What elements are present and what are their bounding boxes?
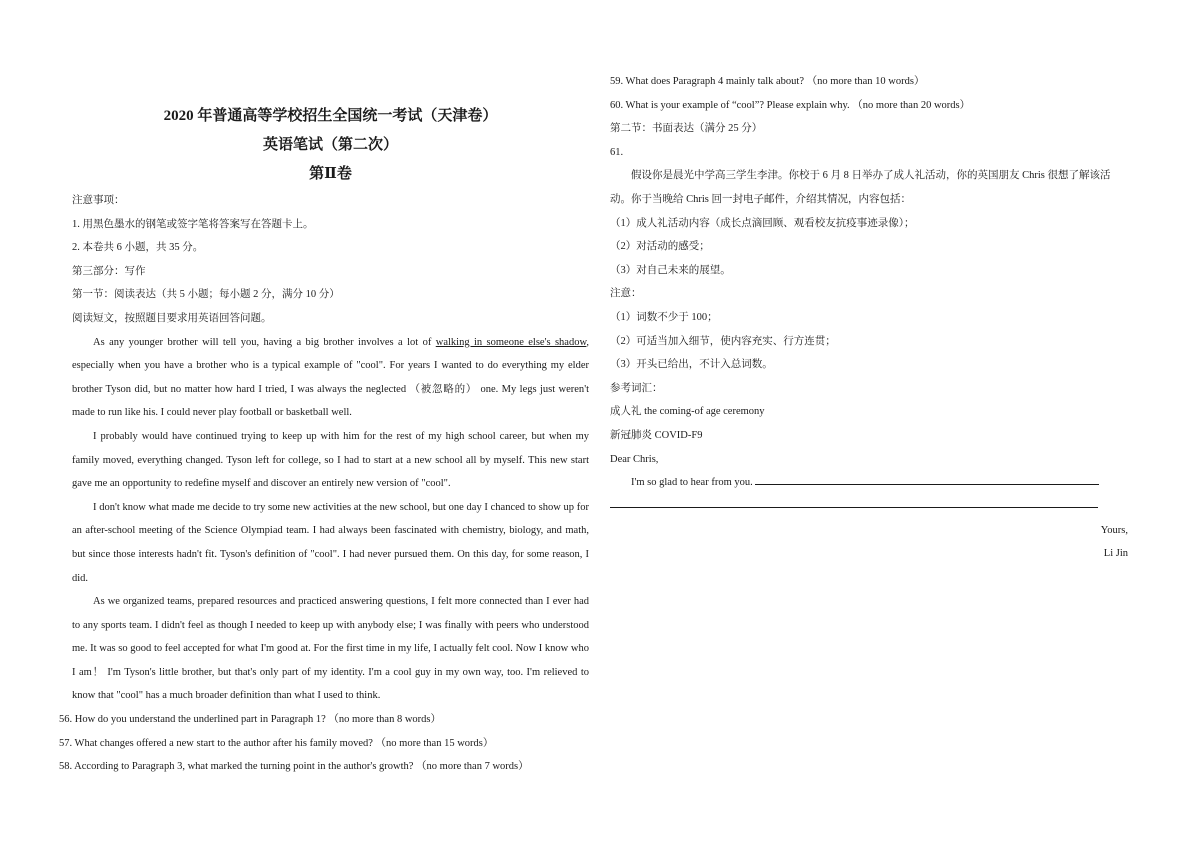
passage-paragraph-2: I probably would have continued trying to keep up with him for the rest of my high school career, but when my family moved, everything changed. Tyson left for college, so I had to start at a new school all by myself. This new start gave me an opportunity to redefine myself and discover an entirely new version of "cool". [72, 430, 589, 490]
volume-title: 第Ⅱ卷 [309, 166, 352, 182]
passage-text: As any younger brother will tell you, having a big brother involves a lot of [93, 336, 436, 348]
letter-greeting: Dear Chris, [610, 453, 659, 465]
prompt-point: （1）成人礼活动内容（成长点滴回顾、观看校友抗疫事迹录像）； [610, 217, 915, 229]
section-heading: 第一节：阅读表达（共 5 小题；每小题 2 分，满分 10 分） [72, 289, 340, 301]
part-heading: 第三部分：写作 [72, 265, 146, 277]
writing-prompt: 假设你是晨光中学高三学生李津。你校于 6 月 8 日举办了成人礼活动，你的英国朋友 Chris 很想了解该活动。你于当晚给 Chris 回一封电子邮件，介绍其情况，内容包括： [610, 170, 1111, 205]
vocab-heading: 参考词汇： [610, 382, 663, 394]
answer-blank [610, 495, 1098, 508]
question-59: 59. What does Paragraph 4 mainly talk about? （no more than 10 words） [610, 76, 925, 87]
vocab-item: 成人礼 the coming-of age ceremony [610, 406, 765, 418]
note-item: （1）词数不少于 100； [610, 311, 718, 323]
reading-instruction: 阅读短文，按照题目要求用英语回答问题。 [72, 312, 272, 324]
question-60: 60. What is your example of “cool”? Please explain why. （no more than 20 words） [610, 99, 971, 111]
letter-closing: Yours, [1100, 524, 1128, 536]
prompt-point: （2）对活动的感受； [610, 241, 710, 253]
note-item: （3）开头已给出，不计入总词数。 [610, 359, 773, 371]
letter-opening-line [610, 471, 1130, 495]
notice-item: 1. 用黑色墨水的钢笔或签字笔将答案写在答题卡上。 [72, 218, 314, 230]
answer-blank [755, 483, 1099, 485]
left-column [59, 100, 589, 779]
exam-subtitle: 英语笔试（第二次） [262, 137, 398, 153]
question-57: 57. What changes offered a new start to the author after his family moved? （no more than 15 words） [59, 737, 494, 749]
passage-paragraph-3: I don't know what made me decide to try some new activities at the new school, but one day I chanced to show up for an after-school meeting of the Science Olympiad team. I had always been fascinated with chemistry, biology, and math, but since those interests hadn't fit. Tyson's definition of "cool". I had never pursued them. On this day, for some reason, I did. [72, 501, 589, 584]
question-61-number: 61. [610, 146, 624, 158]
question-58: 58. According to Paragraph 3, what marked the turning point in the author's growth? （no more than 7 words） [59, 761, 529, 773]
exam-title: 2020 年普通高等学校招生全国统一考试（天津卷） [163, 108, 498, 124]
section-heading: 第二节：书面表达（满分 25 分） [610, 123, 763, 135]
passage-paragraph-1 [72, 331, 589, 425]
note-item: （2）可适当加入细节，使内容充实、行方连贯； [610, 335, 836, 347]
letter-opening: I'm so glad to hear from you. [631, 477, 753, 489]
question-56: 56. How do you understand the underlined part in Paragraph 1? （no more than 8 words） [59, 714, 441, 726]
passage-paragraph-4: As we organized teams, prepared resources and practiced answering questions, I felt more connected than I ever had to any sports team. I didn't feel as though I needed to keep up with anybody else; I was finally with peers who understood me. It was so good to feel accepted for what I'm good at. For the first time in my life, I actually felt cool. Now I know who I am！ I'm Tyson's little brother, but that's only part of my identity. I'm a cool guy in my own way, too. I'm relieved to know that "cool" has a much broader definition than what I used to think. [72, 596, 589, 702]
notes-heading: 注意： [610, 288, 642, 300]
passage-text: , especially when you have a brother who is a typical example of "cool". For years I wanted to do everything my elder brother Tyson did, but no matter how hard I tried, I was always the neglected （被忽略的） one. My legs just weren't made to run like his. I could never play football or basketball well. [72, 336, 589, 419]
right-column [610, 70, 1130, 566]
notice-heading: 注意事项： [72, 195, 125, 206]
notice-item: 2. 本卷共 6 小题，共 35 分。 [72, 242, 204, 254]
letter-signature: Li Jin [1103, 548, 1128, 560]
underlined-phrase: walking in someone else's shadow [435, 336, 587, 348]
vocab-item: 新冠肺炎 COVID-F9 [610, 429, 703, 441]
prompt-point: （3）对自己未来的展望。 [610, 264, 731, 276]
